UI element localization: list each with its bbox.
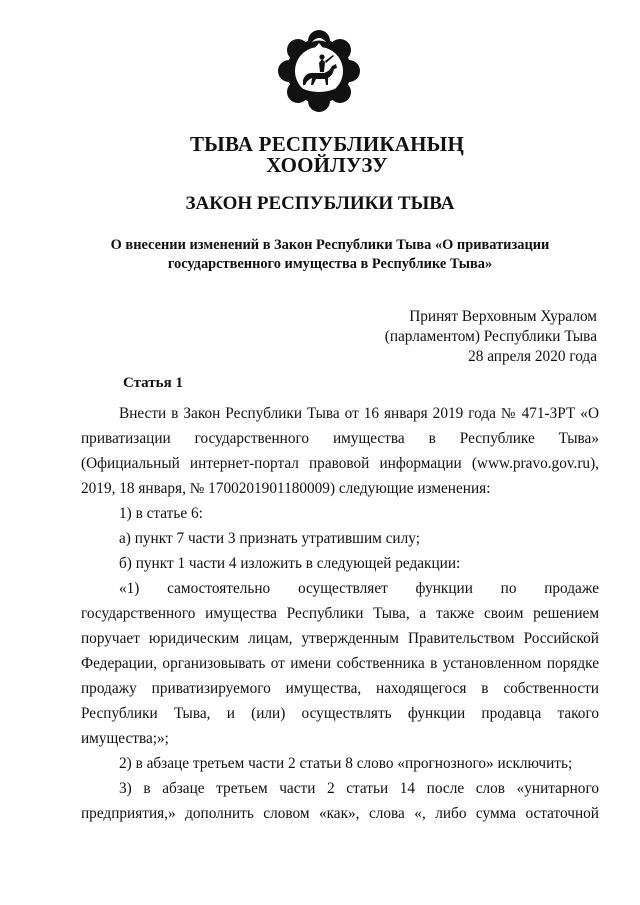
text-line: 1) в статье 6: [119, 505, 203, 522]
law-subject-line1: О внесении изменений в Закон Республики Тыва «О приватизации [110, 237, 550, 253]
law-title: ЗАКОН РЕСПУБЛИКИ ТЫВА [185, 193, 455, 214]
text-line: приватизации государственного имущества в Республике Тыва» [81, 430, 599, 447]
text-line: имущества;»; [81, 730, 169, 747]
law-subject [80, 236, 580, 274]
text-line: государственного имущества Республики Тыва, а также своим решением [81, 605, 599, 622]
article-body [81, 401, 599, 826]
text-line: Внести в Закон Республики Тыва от 16 января 2019 года № 471-ЗРТ «О [119, 405, 599, 422]
text-line: 2) в абзаце третьем части 2 статьи 8 слово «прогнозного» исключить; [119, 755, 573, 772]
parliament-name-line2: ХООЙЛУЗУ [266, 153, 388, 177]
law-subject-line2: государственного имущества в Республике Тыва» [167, 256, 493, 272]
text-line: поручает юридическим лицам, утвержденным Правительством Российской [81, 630, 599, 647]
adoption-line1: Принят Верховным Хуралом [409, 308, 597, 325]
text-line: «1) самостоятельно осуществляет функции по продаже [119, 580, 599, 597]
text-line: Республики Тыва, и (или) осуществлять функции продавца такого [81, 705, 599, 722]
article-heading: Статья 1 [123, 375, 183, 391]
text-line: 2019, 18 января, № 1700201901180009) следующие изменения: [81, 480, 491, 497]
adoption-note [385, 307, 597, 367]
adoption-line2: (парламентом) Республики Тыва [384, 328, 597, 345]
text-line: предприятия,» дополнить словом «как», слова «, либо сумма остаточной [81, 805, 599, 822]
parliament-name [0, 134, 640, 176]
tuva-emblem-icon [276, 28, 362, 114]
parliament-name-line1: ТЫВА РЕСПУБЛИКАНЫҢ [189, 132, 465, 156]
text-line: (Официальный интернет-портал правовой информации (www.pravo.gov.ru), [81, 455, 599, 472]
text-line: продажу приватизируемого имущества, находящегося в собственности [81, 680, 599, 697]
text-line: а) пункт 7 части 3 признать утратившим силу; [119, 530, 420, 547]
adoption-date: 28 апреля 2020 года [468, 348, 597, 365]
text-line: б) пункт 1 части 4 изложить в следующей редакции: [119, 555, 461, 572]
text-line: Федерации, организовывать от имени собственника в установленном порядке [81, 655, 599, 672]
text-line: 3) в абзаце третьем части 2 статьи 14 после слов «унитарного [119, 780, 599, 797]
